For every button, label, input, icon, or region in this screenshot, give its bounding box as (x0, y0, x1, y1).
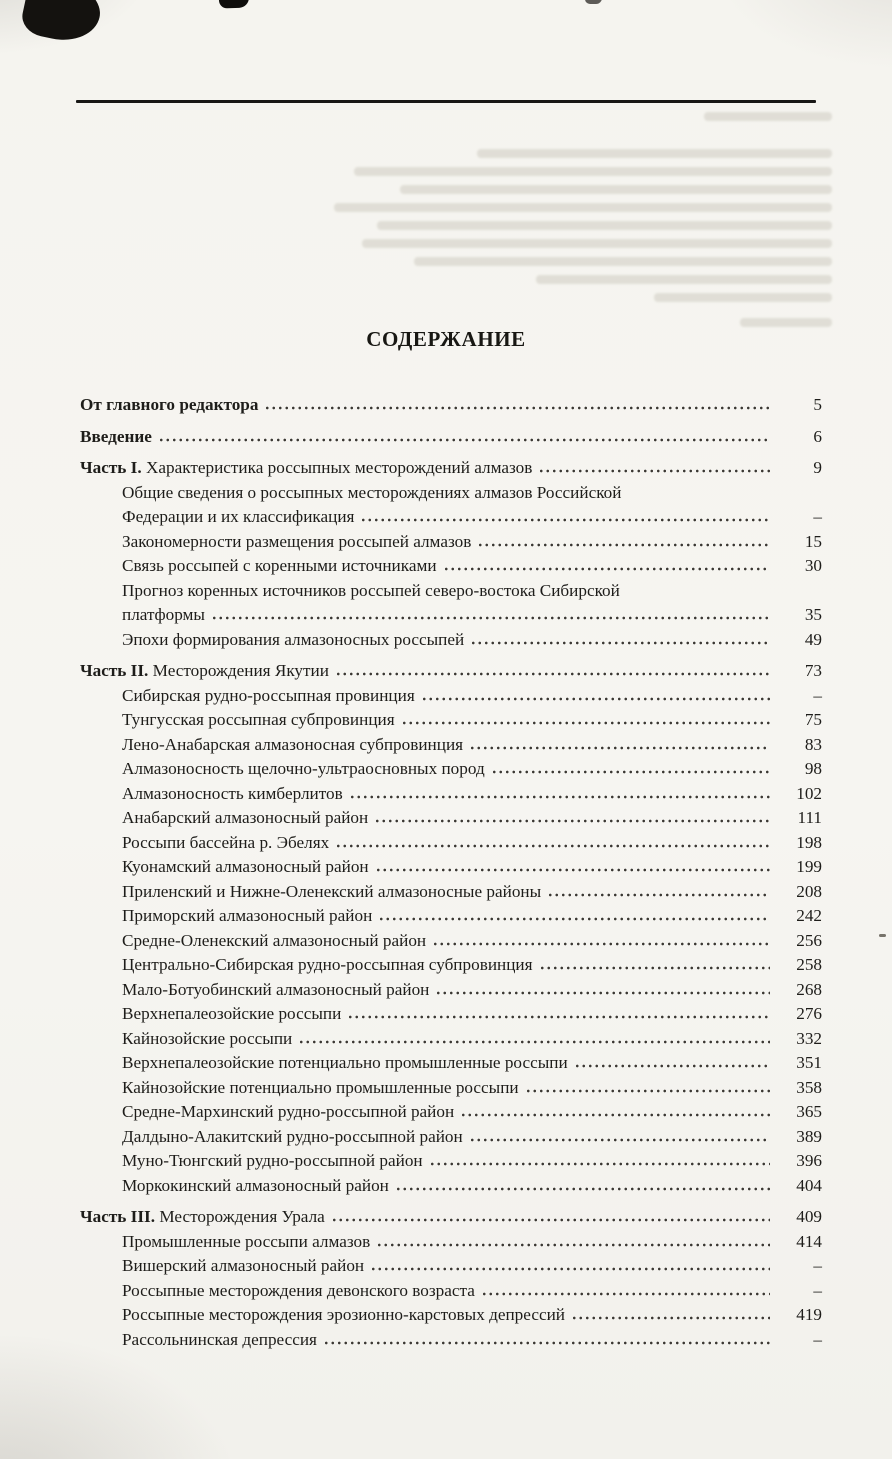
page-number: 256 (796, 930, 822, 950)
toc-entry-title: Кайнозойские россыпи (122, 1028, 293, 1048)
toc-row (80, 1303, 822, 1328)
toc-row (80, 1051, 822, 1076)
page-number: 389 (796, 1126, 822, 1146)
toc-entry (80, 1002, 822, 1027)
toc-row (80, 1205, 822, 1230)
toc-entry-title: Закономерности размещения россыпей алмазов (122, 531, 472, 551)
toc-entry (80, 425, 822, 450)
toc-entry (80, 1149, 822, 1174)
toc-row (80, 1125, 822, 1150)
dot-leader (429, 1160, 770, 1166)
toc-entry-title: Муно-Тюнгский рудно-россыпной район (122, 1151, 423, 1170)
page-number: 73 (804, 661, 822, 680)
toc-entry (80, 1125, 822, 1150)
toc-row (80, 831, 822, 856)
page-number: 102 (796, 783, 822, 803)
page-number: 404 (796, 1175, 822, 1195)
toc-row (80, 929, 822, 954)
toc-entry (80, 659, 822, 684)
toc-entry (80, 782, 822, 807)
toc-entry-title: Лено-Анабарская алмазоносная субпровинция (122, 734, 464, 754)
bleed-through-line (477, 149, 832, 158)
toc-entry (80, 953, 822, 978)
dot-leader (347, 1013, 770, 1019)
scan-artifact-top-mark (219, 0, 249, 9)
dot-leader (421, 695, 770, 701)
page-number: 75 (804, 710, 822, 729)
page-number: 365 (796, 1102, 822, 1121)
page-number: 419 (796, 1305, 822, 1324)
dot-leader (331, 1216, 770, 1222)
dot-leader (264, 404, 770, 410)
toc-row (80, 1174, 822, 1199)
toc-entry (80, 1254, 822, 1279)
toc-entry (80, 806, 822, 831)
toc-entry (80, 929, 822, 954)
dot-leader (360, 516, 770, 522)
bleed-through-line (654, 293, 832, 302)
bleed-through-line (740, 318, 832, 327)
toc-entry (80, 1051, 822, 1076)
dot-leader (211, 614, 770, 620)
toc-entry-title: платформы (122, 605, 205, 624)
toc-entry (80, 708, 822, 733)
toc-entry-title: Прогноз коренных источников россыпей северо-востока Сибирской (122, 580, 620, 600)
toc-row (80, 757, 822, 782)
page-number: – (813, 1280, 822, 1300)
toc-row (80, 393, 822, 418)
toc-row (80, 1254, 822, 1279)
bleed-through-line (377, 221, 832, 230)
toc-row (80, 880, 822, 905)
toc-entry-title: Рассольнинская депрессия (122, 1329, 317, 1349)
toc-entry-title: Общие сведения о россыпных месторождениях алмазов Российской (122, 482, 622, 502)
page-number: 30 (804, 556, 822, 575)
toc-row (80, 733, 822, 758)
toc-row (80, 684, 822, 709)
bleed-through-text (290, 112, 832, 336)
page-number: 332 (796, 1028, 822, 1048)
toc-entry-title: Анабарский алмазоносный район (122, 808, 369, 827)
toc-row (80, 579, 822, 604)
dot-leader (481, 1290, 770, 1296)
page-number: 35 (804, 605, 822, 624)
toc-entry-title: Сибирская рудно-россыпная провинция (122, 685, 415, 705)
toc-row (80, 1328, 822, 1353)
toc-entry-title: Россыпи бассейна р. Эбелях (122, 832, 330, 852)
toc-entry (80, 1279, 822, 1304)
dot-leader (158, 436, 770, 442)
toc-entry (80, 1303, 822, 1328)
toc-entry-title: Моркокинский алмазоносный район (122, 1175, 389, 1195)
toc-entry (80, 684, 822, 709)
toc-entry (80, 1174, 822, 1199)
toc-entry-title: Приленский и Нижне-Оленекский алмазоносные районы (122, 881, 542, 901)
dot-leader (323, 1339, 770, 1345)
toc-row (80, 978, 822, 1003)
page-number: 258 (796, 955, 822, 974)
page-number: 83 (804, 734, 822, 754)
toc-entry-title: Приморский алмазоносный район (122, 906, 373, 925)
page-number: – (813, 1329, 822, 1349)
toc-row (80, 782, 822, 807)
toc-row (80, 1149, 822, 1174)
toc-row (80, 425, 822, 450)
page-title: СОДЕРЖАНИЕ (366, 327, 526, 351)
page-number: 198 (796, 832, 822, 852)
page-number: 358 (796, 1077, 822, 1097)
page-number: 414 (796, 1231, 822, 1251)
dot-leader (538, 467, 770, 473)
toc-row (80, 628, 822, 653)
toc-entry-title: Федерации и их классификация (122, 507, 355, 526)
toc-row (80, 1230, 822, 1255)
toc-entry (80, 579, 822, 628)
header-rule (76, 100, 816, 103)
toc-entry-title: Вишерский алмазоносный район (122, 1256, 365, 1275)
dot-leader (469, 1136, 770, 1142)
toc-entry (80, 456, 822, 481)
dot-leader (435, 989, 770, 995)
page-number: 242 (796, 906, 822, 925)
toc-entry-title: Верхнепалеозойские россыпи (122, 1004, 342, 1023)
dot-leader (335, 670, 770, 676)
dot-leader (574, 1062, 770, 1068)
toc-entry (80, 481, 822, 530)
dot-leader (477, 541, 770, 547)
toc-entry (80, 1100, 822, 1125)
dot-leader (539, 964, 770, 970)
page-number: 6 (813, 426, 822, 446)
toc-entry (80, 1328, 822, 1353)
toc-row (80, 659, 822, 684)
toc-entry (80, 554, 822, 579)
toc-entry-title: Введение (80, 426, 152, 446)
scan-artifact-corner-blob (19, 0, 105, 47)
toc-entry-title: Промышленные россыпи алмазов (122, 1231, 371, 1251)
page-number: – (813, 1256, 822, 1275)
bleed-through-line (362, 239, 832, 248)
page-number: 208 (796, 881, 822, 901)
toc-entry-title: Связь россыпей с коренными источниками (122, 556, 437, 575)
toc-entry-title: Эпохи формирования алмазоносных россыпей (122, 629, 465, 649)
dot-leader (335, 842, 770, 848)
page-number: 199 (796, 857, 822, 876)
toc-entry (80, 1205, 822, 1230)
dot-leader (370, 1265, 770, 1271)
dot-leader (395, 1185, 770, 1191)
page-number: 98 (804, 759, 822, 778)
page-number: 268 (796, 979, 822, 999)
toc-entry-title: Средне-Оленекский алмазоносный район (122, 930, 427, 950)
page-number: 409 (796, 1207, 822, 1226)
bleed-through-line (334, 203, 832, 212)
dot-leader (374, 817, 770, 823)
toc-entry (80, 733, 822, 758)
toc-entry (80, 757, 822, 782)
dot-leader (349, 793, 770, 799)
toc-entry (80, 880, 822, 905)
toc-entry (80, 855, 822, 880)
toc-entry (80, 628, 822, 653)
toc-entry (80, 978, 822, 1003)
toc-row (80, 530, 822, 555)
dot-leader (571, 1314, 770, 1320)
toc-row (80, 1100, 822, 1125)
page-number: – (813, 685, 822, 705)
toc-entry (80, 1027, 822, 1052)
dot-leader (460, 1111, 770, 1117)
toc-entry (80, 904, 822, 929)
page-number: 9 (813, 458, 822, 477)
dot-leader (470, 639, 770, 645)
toc-entry-title: Кайнозойские потенциально промышленные россыпи (122, 1077, 519, 1097)
toc-entry (80, 831, 822, 856)
page-number: 111 (797, 808, 822, 827)
toc-entry-title: Далдыно-Алакитский рудно-россыпной район (122, 1126, 463, 1146)
dot-leader (469, 744, 770, 750)
bleed-through-line (354, 167, 832, 176)
toc-entry-title: Тунгусская россыпная субпровинция (122, 710, 395, 729)
toc-entry-title: Часть I. Характеристика россыпных месторождений алмазов (80, 458, 533, 477)
toc-entry-title: Россыпные месторождения девонского возраста (122, 1280, 475, 1300)
toc-row (80, 855, 822, 880)
bleed-through-line (414, 257, 832, 266)
toc-row (80, 806, 822, 831)
dot-leader (378, 915, 770, 921)
toc-entry-title: Средне-Мархинский рудно-россыпной район (122, 1102, 455, 1121)
scan-artifact-top-smudge (585, 0, 602, 4)
toc-row (80, 1027, 822, 1052)
page-number: 276 (796, 1004, 822, 1023)
toc-entry-title: Россыпные месторождения эрозионно-карстовых депрессий (122, 1305, 565, 1324)
dot-leader (298, 1038, 770, 1044)
toc-row (80, 505, 822, 530)
dot-leader (401, 719, 770, 725)
toc-entry-title: Мало-Ботуобинский алмазоносный район (122, 979, 430, 999)
table-of-contents (80, 386, 822, 1352)
toc-entry (80, 393, 822, 418)
toc-row (80, 1076, 822, 1101)
toc-entry-title: Куонамский алмазоносный район (122, 857, 369, 876)
toc-row (80, 953, 822, 978)
toc-entry-title: Верхнепалеозойские потенциально промышленные россыпи (122, 1053, 568, 1072)
dot-leader (376, 1241, 770, 1247)
dot-leader (491, 768, 770, 774)
toc-row (80, 481, 822, 506)
toc-entry-title: Часть II. Месторождения Якутии (80, 661, 329, 680)
bleed-through-line (400, 185, 832, 194)
dot-leader (443, 565, 770, 571)
toc-row (80, 554, 822, 579)
page-number: 351 (796, 1053, 822, 1072)
toc-entry-title: Часть III. Месторождения Урала (80, 1207, 325, 1226)
toc-entry-title: Центрально-Сибирская рудно-россыпная субпровинция (122, 955, 533, 974)
toc-row (80, 603, 822, 628)
toc-row (80, 904, 822, 929)
dot-leader (547, 891, 770, 897)
dot-leader (525, 1087, 770, 1093)
dot-leader (432, 940, 770, 946)
page-number: 396 (796, 1151, 822, 1170)
toc-row (80, 708, 822, 733)
toc-entry-title: Алмазоносность кимберлитов (122, 783, 343, 803)
page-number: 5 (813, 395, 822, 414)
toc-row (80, 1279, 822, 1304)
dot-leader (375, 866, 770, 872)
page-number: 49 (804, 629, 822, 649)
toc-entry (80, 1076, 822, 1101)
page-number: – (813, 507, 822, 526)
toc-row (80, 456, 822, 481)
toc-entry-title: От главного редактора (80, 395, 259, 414)
toc-entry-title: Алмазоносность щелочно-ультраосновных пород (122, 759, 485, 778)
page-number: 15 (804, 531, 822, 551)
scan-artifact-edge-speck (879, 934, 886, 937)
toc-row (80, 1002, 822, 1027)
bleed-through-line (536, 275, 832, 284)
toc-entry (80, 530, 822, 555)
bleed-through-line (704, 112, 832, 121)
toc-entry (80, 1230, 822, 1255)
